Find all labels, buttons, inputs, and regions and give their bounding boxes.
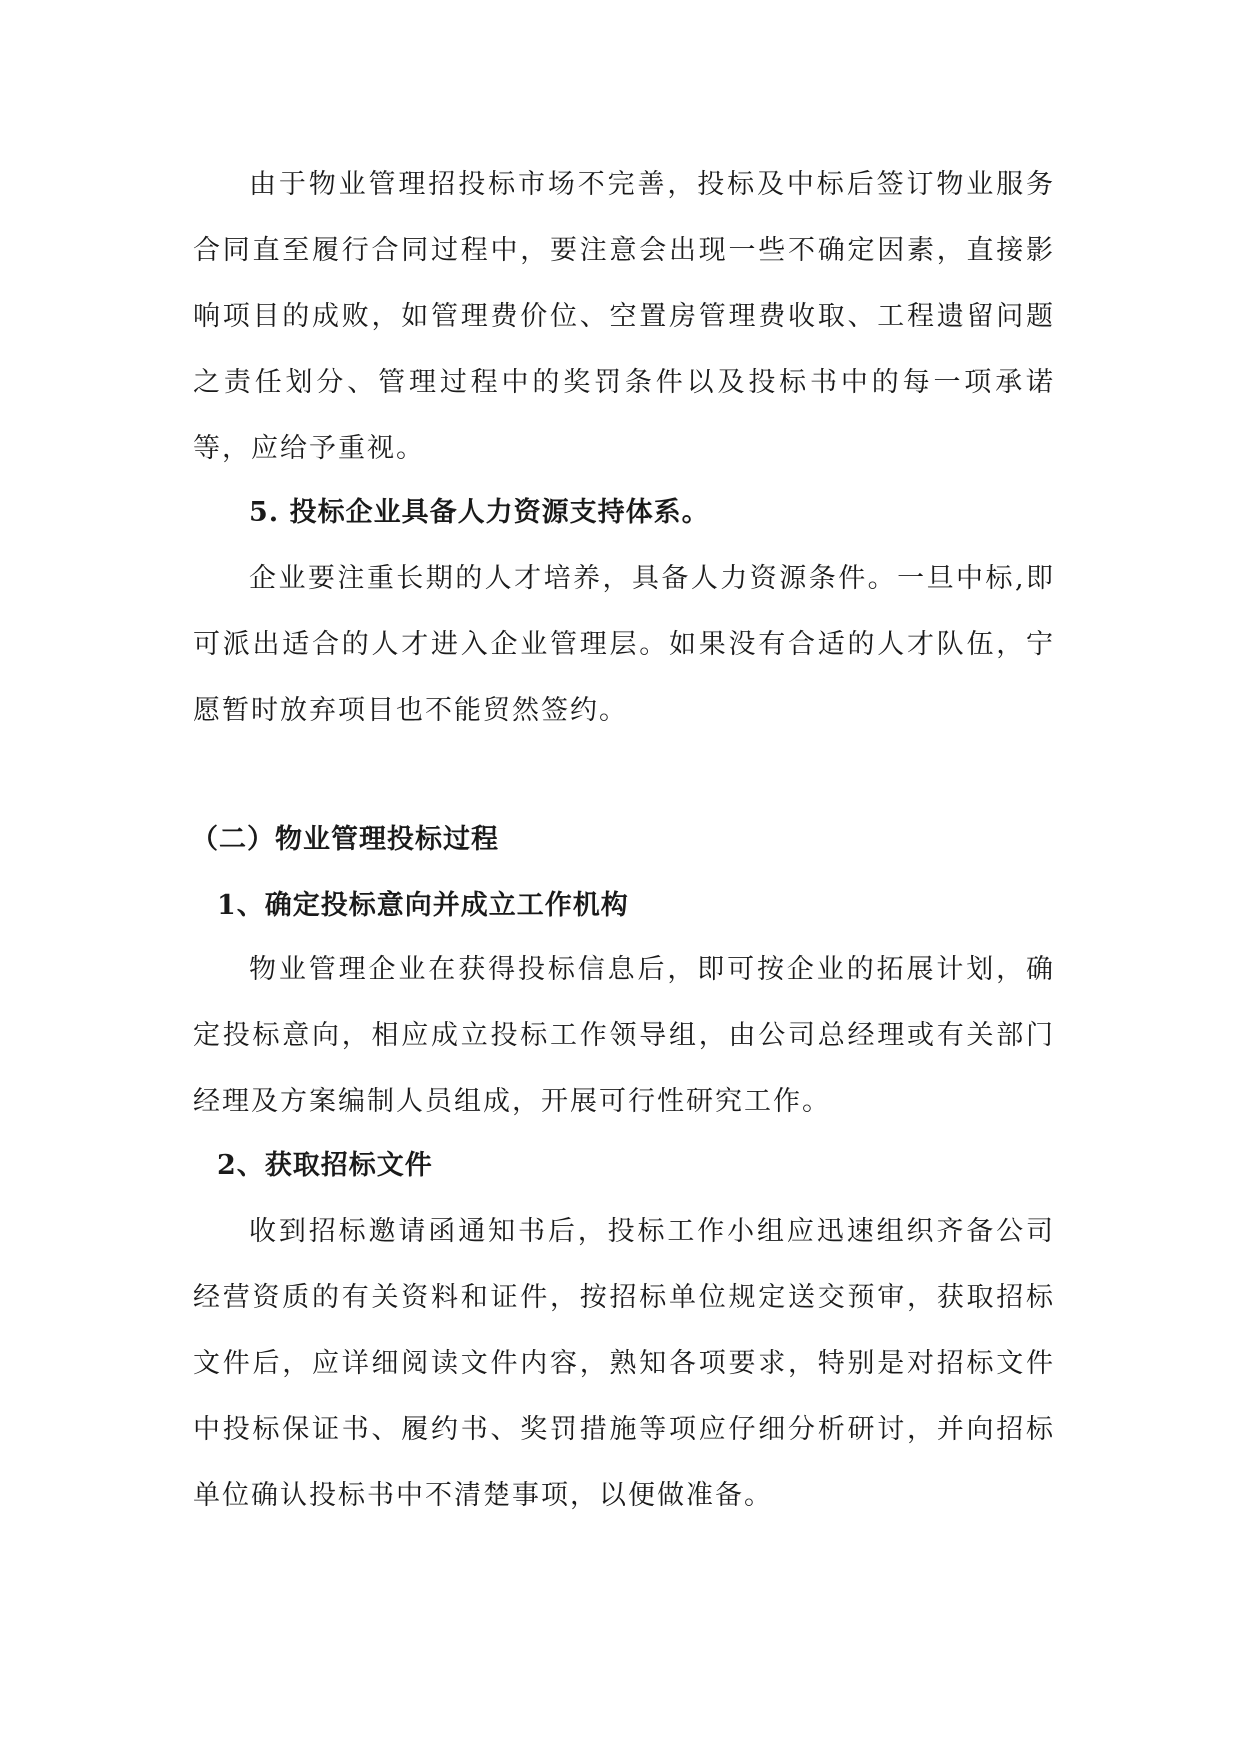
heading-bid-intention: 1、确定投标意向并成立工作机构	[217, 890, 629, 921]
section-heading-bidding-process: （二）物业管理投标过程	[191, 824, 499, 855]
paragraph-obtain-documents: 收到招标邀请函通知书后，投标工作小组应迅速组织齐备公司经营资质的有关资料和证件，按招标单位规定送交预审，获取招标文件后，应详细阅读文件内容，熟知各项要求，特别是对招标文件中投标保证书、履约书、奖罚措施等项应仔细分析研讨，并向招标单位确认投标书中不清楚事项，以便做准备。	[193, 1216, 1055, 1511]
paragraph-bid-intention: 物业管理企业在获得投标信息后，即可按企业的拓展计划，确定投标意向，相应成立投标工作领导组，由公司总经理或有关部门经理及方案编制人员组成，开展可行性研究工作。	[193, 954, 1055, 1117]
heading-hr-support: 5. 投标企业具备人力资源支持体系。	[249, 497, 710, 528]
heading-obtain-documents: 2、获取招标文件	[217, 1150, 433, 1181]
paragraph-uncertain-factors: 由于物业管理招投标市场不完善，投标及中标后签订物业服务合同直至履行合同过程中，要注意会出现一些不确定因素，直接影响项目的成败，如管理费价位、空置房管理费收取、工程遗留问题之责任划分、管理过程中的奖罚条件以及投标书中的每一项承诺等，应给予重视。	[193, 169, 1055, 464]
paragraph-talent-training: 企业要注重长期的人才培养，具备人力资源条件。一旦中标,即可派出适合的人才进入企业管理层。如果没有合适的人才队伍，宁愿暂时放弃项目也不能贸然签约。	[193, 563, 1055, 726]
